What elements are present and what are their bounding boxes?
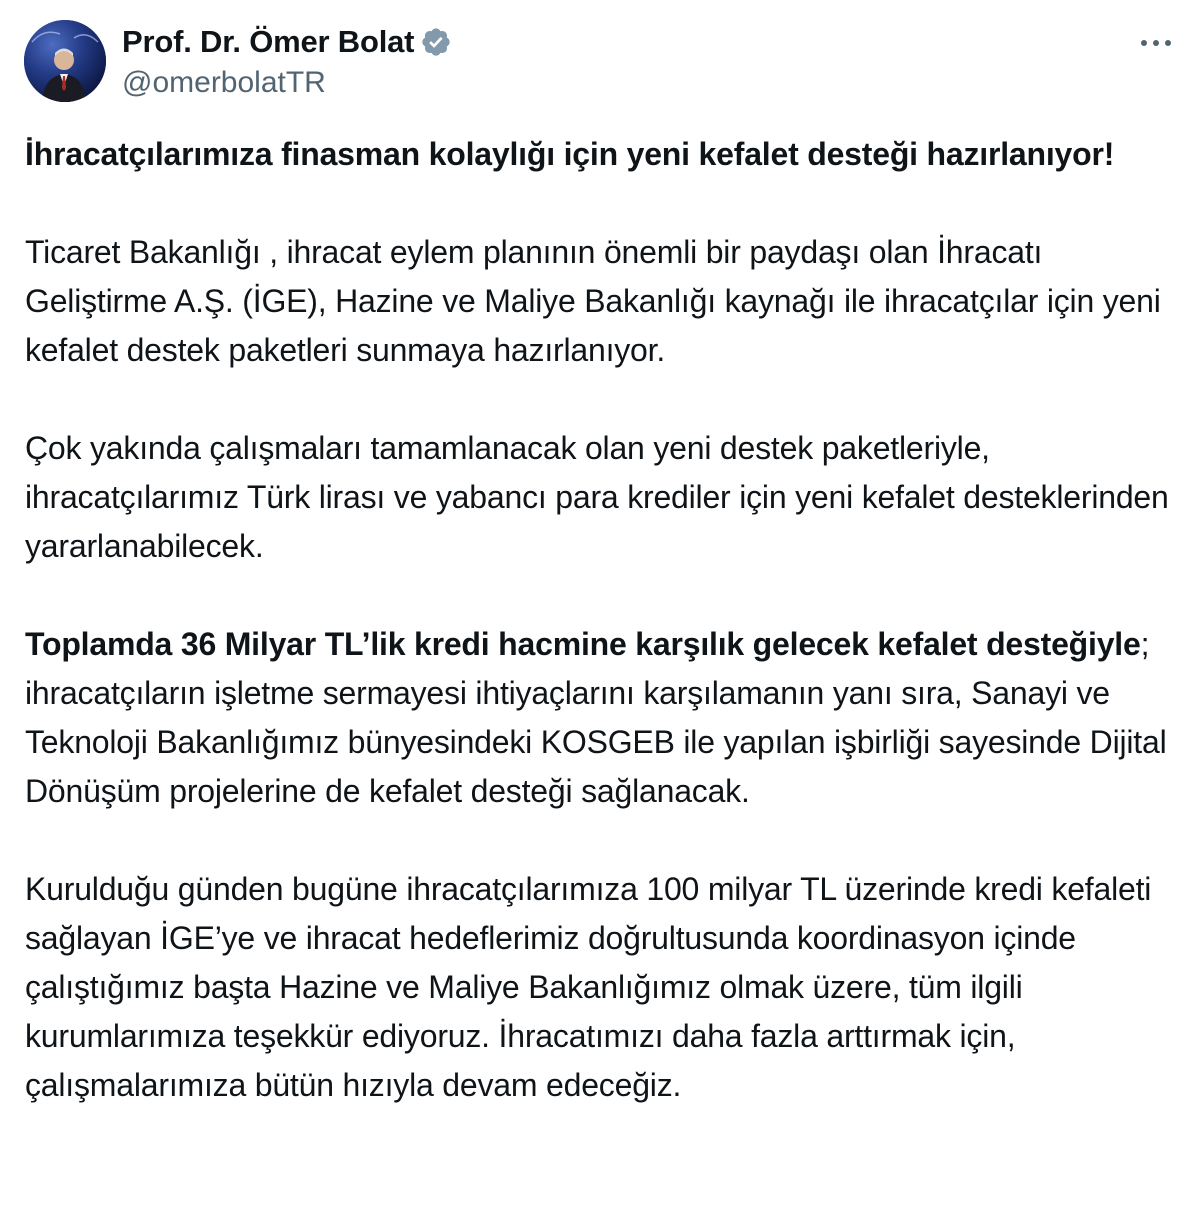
tweet-paragraph-3 bbox=[25, 620, 1175, 816]
avatar[interactable] bbox=[24, 20, 106, 102]
tweet-header bbox=[24, 20, 1176, 104]
tweet-text bbox=[25, 130, 1175, 1110]
tweet-paragraph-3-rest: ; ihracatçıların işletme sermayesi ihtiyaçlarını karşılamanın yanı sıra, Sanayi ve Teknoloji Bakanlığımız bünyesindeki KOSGEB ile yapılan işbirliği sayesinde Dijital Dönüşüm projelerine de kefalet desteği sağlanacak. bbox=[25, 626, 1167, 809]
tweet-paragraph-3-bold: Toplamda 36 Milyar TL’lik kredi hacmine karşılık gelecek kefalet desteğiyle bbox=[25, 626, 1141, 662]
tweet-paragraph-1: Ticaret Bakanlığı , ihracat eylem planının önemli bir paydaşı olan İhracatı Geliştirme A.Ş. (İGE), Hazine ve Maliye Bakanlığı kaynağı ile ihracatçılar için yeni kefalet destek paketleri sunmaya hazırlanıyor. bbox=[25, 234, 1161, 368]
tweet-headline: İhracatçılarımıza finasman kolaylığı için yeni kefalet desteği hazırlanıyor! bbox=[25, 136, 1115, 172]
author-display-name[interactable]: Prof. Dr. Ömer Bolat bbox=[122, 24, 415, 59]
name-row bbox=[122, 22, 452, 62]
tweet-paragraph-2: Çok yakında çalışmaları tamamlanacak olan yeni destek paketleriyle, ihracatçılarımız Türk lirası ve yabancı para krediler için yeni kefalet desteklerinden yararlanabilecek. bbox=[25, 430, 1169, 564]
profile-photo-icon bbox=[24, 20, 106, 102]
author-handle[interactable]: @omerbolatTR bbox=[122, 66, 326, 99]
verified-badge-icon[interactable] bbox=[420, 26, 452, 58]
more-options-icon[interactable] bbox=[1136, 28, 1176, 58]
tweet-paragraph-4: Kurulduğu günden bugüne ihracatçılarımıza 100 milyar TL üzerinde kredi kefaleti sağlayan İGE’ye ve ihracat hedeflerimiz doğrultusunda koordinasyon içinde çalıştığımız başta Hazine ve Maliye Bakanlığımız olmak üzere, tüm ilgili kurumlarımıza teşekkür ediyoruz. İhracatımızı daha fazla arttırmak için, çalışmalarımıza bütün hızıyla devam edeceğiz. bbox=[25, 871, 1152, 1103]
author-names bbox=[122, 22, 452, 100]
